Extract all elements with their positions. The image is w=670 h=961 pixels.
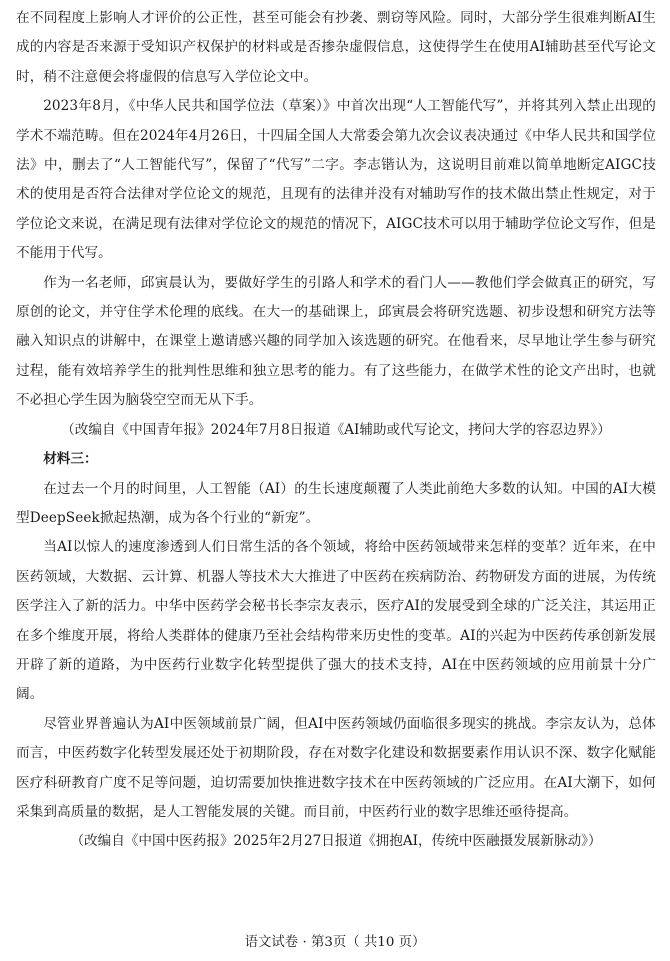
page-footer: 语文试卷 · 第3页（ 共10 页） xyxy=(244,935,426,950)
paragraph-teacher-view: 作为一名老师，邱寅晨认为，要做好学生的引路人和学术的看门人——教他们学会做真正的研究，写原创的论文，并守住学术伦理的底线。在大一的基础课上，邱寅晨会将研究选题、初步设想和研究方法等融入知识点的讲解中，在课堂上邀请感兴趣的同学加入该选题的研究。在他看来，尽早地让学生参与研究过程，能有效培养学生的批判性思维和独立思考的能力。有了这些能力，在做学术性的论文产出时，也就不必担心学生因为脑袋空空而无从下手。 xyxy=(16,274,656,409)
paragraph-tcm-transformation: 当AI以惊人的速度渗透到人们日常生活的各个领域，将给中医药领域带来怎样的变革？近年来，在中医药领域，大数据、云计算、机器人等技术大大推进了中医药在疾病防治、药物研发方面的进展，为传统医学注入了新的活力。中华中医药学会秘书长李宗友表示，医疗AI的发展受到全球的广泛关注，其运用正在多个维度开展，将给人类群体的健康乃至社会结构带来历史性的变革。AI的兴起为中医药传承创新发展开辟了新的道路，为中医药行业数字化转型提供了强大的技术支持，AI在中医药领域的应用前景十分广阔。 xyxy=(16,539,656,703)
source-citation-2: （改编自《中国中医药报》2025年2月27日报道《拥抱AI，传统中医融摄发展新脉动》） xyxy=(70,833,602,850)
source-citation-1: （改编自《中国青年报》2024年7月8日报道《AI辅助或代写论文，拷问大学的容忍边界》） xyxy=(61,421,611,438)
paragraph-continuation: 在不同程度上影响人才评价的公正性，甚至可能会有抄袭、剽窃等风险。同时，大部分学生很难判断AI生成的内容是否来源于受知识产权保护的材料或是否掺杂虚假信息，这使得学生在使用AI辅助甚至代写论文时，稍不注意便会将虚假的信息写入学位论文中。 xyxy=(16,10,656,85)
paragraph-ai-growth: 在过去一个月的时间里，人工智能（AI）的生长速度颠覆了人类此前绝大多数的认知。中国的AI大模型DeepSeek掀起热潮，成为各个行业的“新宠”。 xyxy=(16,480,656,526)
article-body xyxy=(0,4,670,857)
paragraph-degree-law: 2023年8月，《中华人民共和国学位法（草案）》中首次出现“人工智能代写”，并将其列入禁止出现的学术不端范畴。但在2024年4月26日，十四届全国人大常委会第九次会议表决通过《中华人民共和国学位法》中，删去了“人工智能代写”，保留了“代写”二字。李志锴认为，这说明目前难以简单地断定AIGC技术的使用是否符合法律对学位论文的规范，且现有的法律并没有对辅助写作的技术做出禁止性规定，对于学位论文来说，在满足现有法律对学位论文的规范的情况下，AIGC技术可以用于辅助学位论文写作，但是不能用于代写。 xyxy=(16,98,656,262)
material-3-heading: 材料三： xyxy=(43,451,98,468)
paragraph-tcm-challenges: 尽管业界普遍认为AI中医领域前景广阔，但AI中医药领域仍面临很多现实的挑战。李宗友认为，总体而言，中医药数字化转型发展还处于初期阶段，存在对数字化建设和数据要素作用认识不深、数字化赋能医疗科研教育广度不足等问题，迫切需要加快推进数字技术在中医药领域的广泛应用。在AI大潮下，如何采集到高质量的数据，是人工智能发展的关键。而目前，中医药行业的数字思维还亟待提高。 xyxy=(16,715,656,820)
